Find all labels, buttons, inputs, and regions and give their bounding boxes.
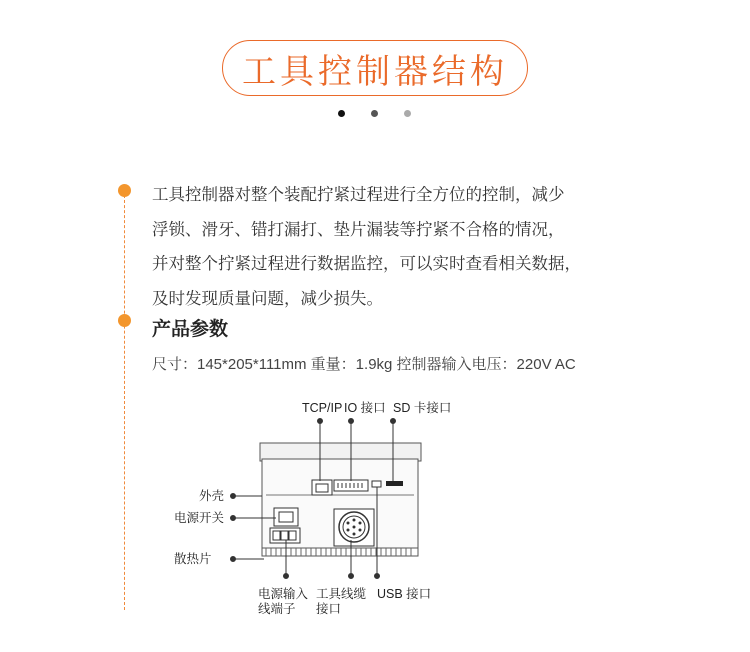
page-title: 工具控制器结构 [242, 52, 508, 91]
label-sd-port: SD 卡接口 [393, 401, 452, 415]
heatsink-base [262, 548, 418, 556]
description-line: 并对整个拧紧过程进行数据监控，可以实时查看相关数据， [152, 255, 581, 273]
label-heatsink: 散热片 [174, 552, 212, 566]
tcp-port-inner [316, 484, 328, 492]
label-io-port: IO 接口 [344, 401, 386, 415]
device-top-cover [260, 443, 421, 461]
label-tool-cable-1: 工具线缆 [316, 587, 367, 601]
label-power-switch: 电源开关 [174, 511, 225, 525]
label-power-terminal-2: 线端子 [258, 602, 296, 616]
section-title: 产品参数 [152, 319, 229, 340]
spec-line: 尺寸：145*205*111mm 重量：1.9kg 控制器输入电压：220V AC [152, 356, 576, 373]
label-tool-cable-2: 接口 [316, 602, 342, 616]
label-tcp-ip: TCP/IP [302, 401, 343, 415]
io-port [334, 480, 368, 491]
io-port-pins [338, 483, 362, 488]
sd-slot [386, 481, 403, 486]
description-line: 及时发现质量问题，减少损失。 [152, 289, 383, 308]
label-shell: 外壳 [199, 489, 225, 503]
description-line: 浮锁、滑牙、错打漏打、垫片漏装等拧紧不合格的情况， [152, 220, 565, 239]
description-line: 工具控制器对整个装配拧紧过程进行全方位的控制，减少 [152, 186, 565, 204]
label-usb-port: USB 接口 [377, 587, 432, 601]
label-power-terminal-1: 电源输入 [258, 587, 309, 601]
power-switch-rocker [279, 512, 293, 522]
usb-port [372, 481, 381, 487]
